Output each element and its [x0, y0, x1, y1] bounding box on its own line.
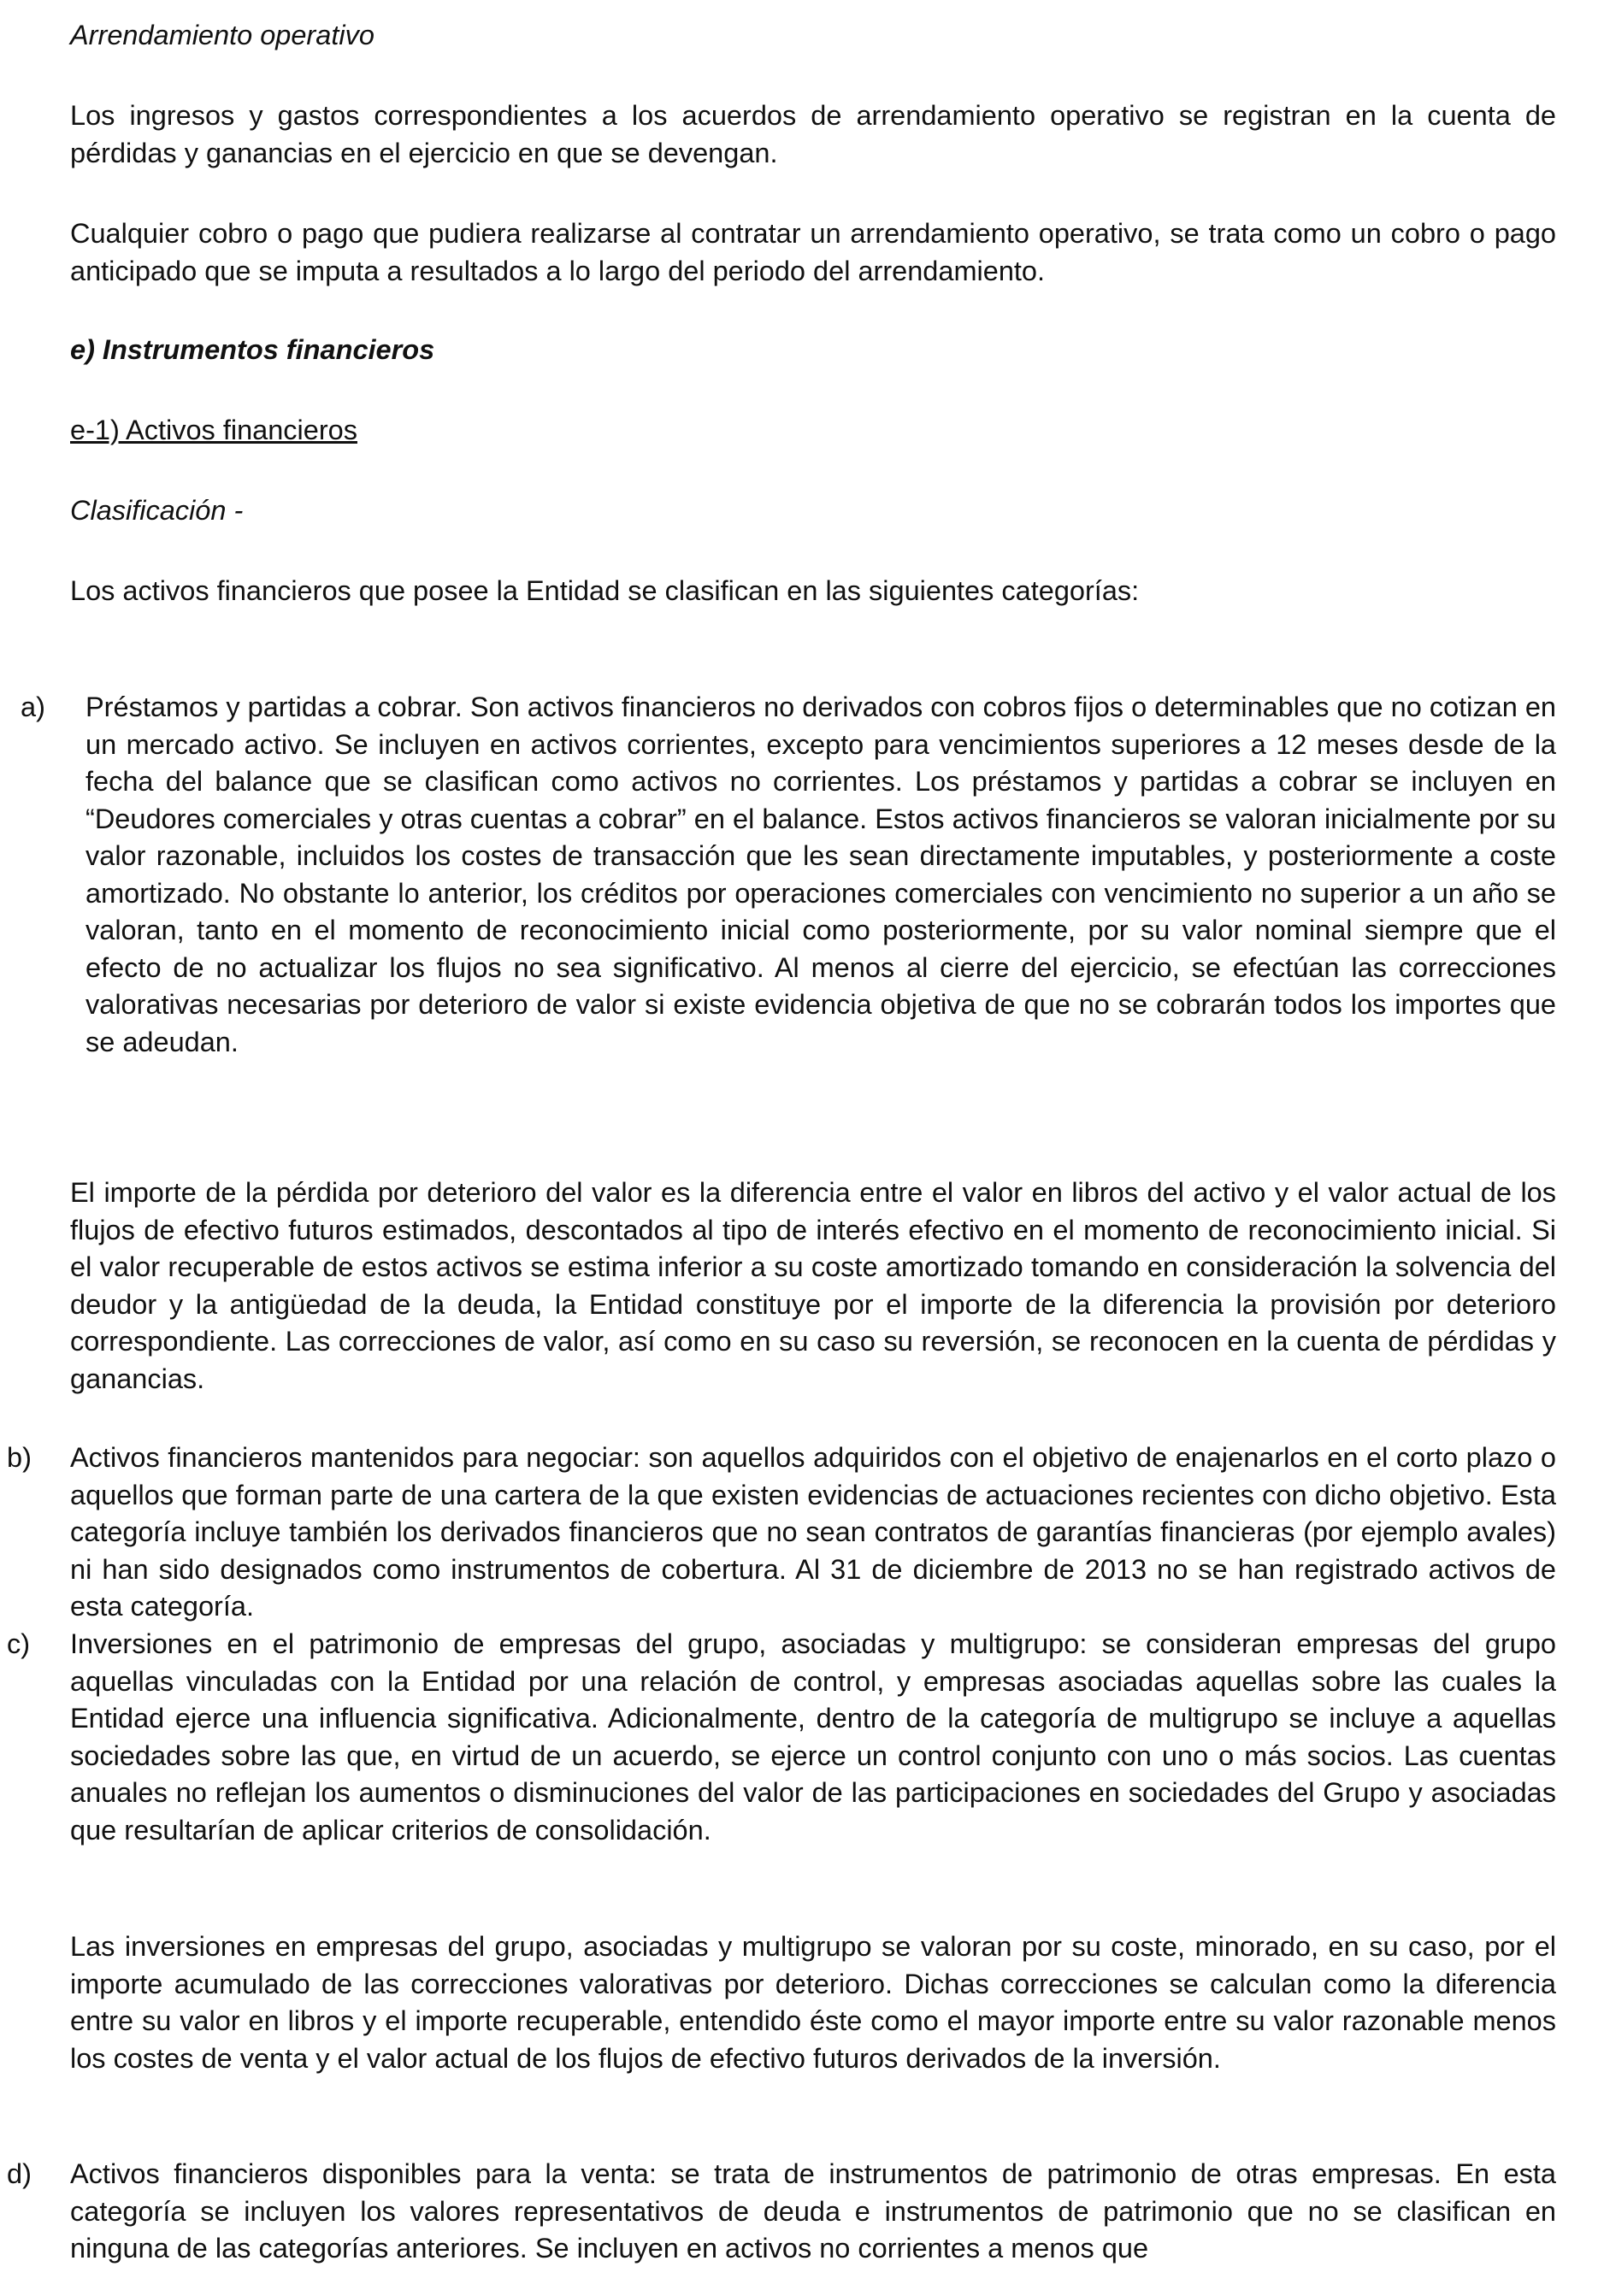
paragraph-ingresos-gastos: Los ingresos y gastos correspondientes a los acuerdos de arrendamiento operativo se registran en la cuenta de pérdidas y ganancias en el ejercicio en que se devengan.: [70, 100, 1556, 168]
heading-arrendamiento-operativo: Arrendamiento operativo: [70, 20, 374, 50]
paragraph-cobro-pago: Cualquier cobro o pago que pudiera realizarse al contratar un arrendamiento operativo, se trata como un cobro o pago anticipado que se imputa a resultados a lo largo del periodo del arrendamiento.: [70, 218, 1556, 286]
list-marker-b: b): [7, 1442, 32, 1473]
subsection-title-activos-financieros: [70, 412, 1556, 450]
section-title-instrumentos-financieros: e) Instrumentos financieros: [70, 334, 435, 365]
list-item-d-disponibles-venta: Activos financieros disponibles para la venta: se trata de instrumentos de patrimonio de otras empresas. En esta categoría se incluyen los valores representativos de deuda e instrumentos de patrimonio que no se clasifican en ninguna de las categorías anteriores. Se incluyen en activos no corrientes a menos que: [70, 2158, 1556, 2264]
list-marker-d: d): [7, 2158, 32, 2189]
paragraph-inversiones-valoracion: Las inversiones en empresas del grupo, asociadas y multigrupo se valoran por su coste, minorado, en su caso, por el importe acumulado de las correcciones valorativas por deterioro. Dichas correcciones se calculan como la diferencia entre su valor en libros y el importe recuperable, entendido éste como el mayor importe entre su valor razonable menos los costes de venta y el valor actual de los flujos de efectivo futuros derivados de la inversión.: [70, 1931, 1556, 2074]
heading-clasificacion: Clasificación -: [70, 495, 244, 526]
paragraph-perdida-deterioro: El importe de la pérdida por deterioro del valor es la diferencia entre el valor en libros del activo y el valor actual de los flujos de efectivo futuros estimados, descontados al tipo de interés efectivo en el momento de reconocimiento inicial. Si el valor recuperable de estos activos se estima inferior a su coste amortizado tomando en consideración la solvencia del deudor y la antigüedad de la deuda, la Entidad constituye por el importe de la diferencia la provisión por deterioro correspondiente. Las correcciones de valor, así como en su caso su reversión, se reconocen en la cuenta de pérdidas y ganancias.: [70, 1177, 1556, 1394]
list-marker-c: c): [7, 1628, 31, 1659]
list-item-a-prestamos: Préstamos y partidas a cobrar. Son activos financieros no derivados con cobros fijos o determinables que no cotizan en un mercado activo. Se incluyen en activos corrientes, excepto para vencimientos superiores a 12 meses desde de la fecha del balance que se clasifican como activos no corrientes. Los préstamos y partidas a cobrar se incluyen en “Deudores comerciales y otras cuentas a cobrar” en el balance. Estos activos financieros se valoran inicialmente por su valor razonable, incluidos los costes de transacción que les sean directamente imputables, y posteriormente a coste amortizado. No obstante lo anterior, los créditos por operaciones comerciales con vencimiento no superior a un año se valoran, tanto en el momento de reconocimiento inicial como posteriormente, por su valor nominal siempre que el efecto de no actualizar los flujos no sea significativo. Al menos al cierre del ejercicio, se efectúan las correcciones valorativas necesarias por deterioro de valor si existe evidencia objetiva de que no se cobrarán todos los importes que se adeudan.: [86, 692, 1556, 1057]
list-item-c-inversiones-grupo: Inversiones en el patrimonio de empresas del grupo, asociadas y multigrupo: se consideran empresas del grupo aquellas vinculadas con la Entidad por una relación de control, y empresas asociadas aquellas sobre las cuales la Entidad ejerce una influencia significativa. Adicionalmente, dentro de la categoría de multigrupo se incluye a aquellas sociedades sobre las que, en virtud de un acuerdo, se ejerce un control conjunto con uno o más socios. Las cuentas anuales no reflejan los aumentos o disminuciones del valor de las participaciones en sociedades del Grupo y asociadas que resultarían de aplicar criterios de consolidación.: [70, 1628, 1556, 1846]
list-item-b-mantenidos-negociar: Activos financieros mantenidos para negociar: son aquellos adquiridos con el objetivo de enajenarlos en el corto plazo o aquellos que forman parte de una cartera de la que existen evidencias de actuaciones recientes con dicho objetivo. Esta categoría incluye también los derivados financieros que no sean contratos de garantías financieras (por ejemplo avales) ni han sido designados como instrumentos de cobertura. Al 31 de diciembre de 2013 no se han registrado activos de esta categoría.: [70, 1442, 1556, 1622]
list-marker-a: a): [21, 692, 45, 722]
paragraph-categorias-intro: Los activos financieros que posee la Entidad se clasifican en las siguientes categorías:: [70, 575, 1140, 606]
subsection-title-text: e-1) Activos financieros: [70, 415, 357, 445]
